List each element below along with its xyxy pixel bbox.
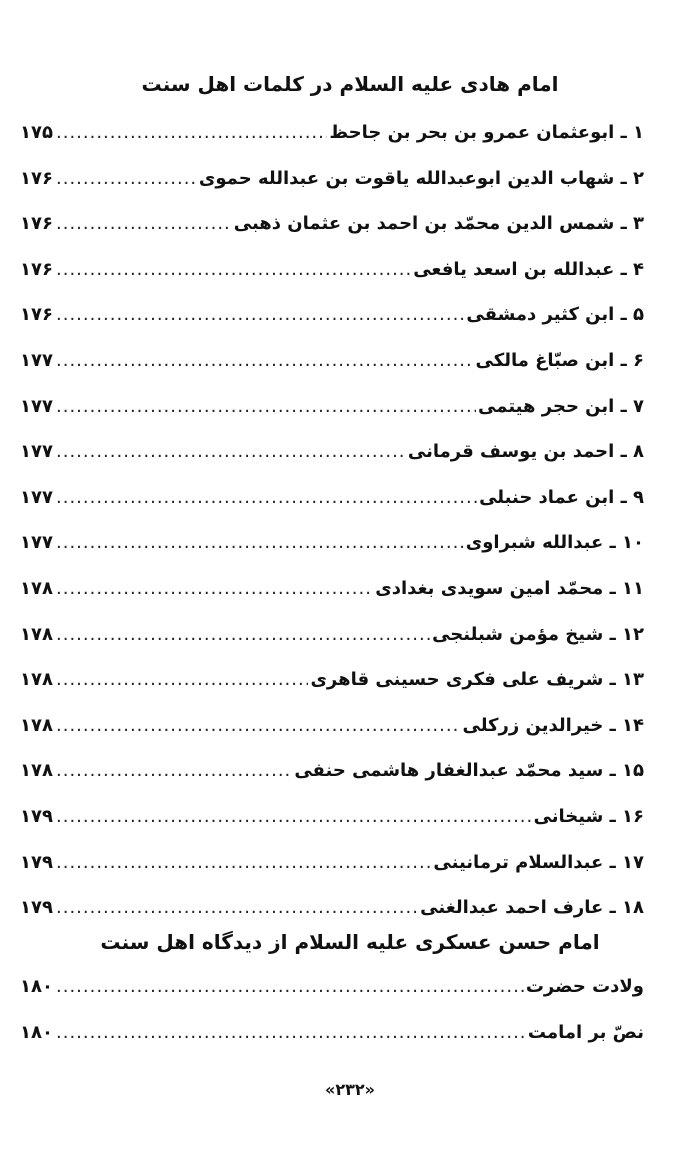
toc-entry-page-number: ۱۷۹ bbox=[20, 897, 53, 919]
toc-entry-page-number: ۱۷۶ bbox=[20, 304, 53, 326]
toc-entry-title: ۶ ـ ابن صبّاغ مالکی bbox=[475, 349, 644, 371]
toc-entry-page-number: ۱۷۷ bbox=[20, 532, 53, 554]
toc-entry-page-number: ۱۸۰ bbox=[20, 1022, 53, 1043]
toc-entry bbox=[20, 292, 644, 338]
dot-leader bbox=[56, 566, 373, 612]
toc-entry-page-number: ۱۷۸ bbox=[20, 714, 53, 736]
toc-entry bbox=[20, 201, 644, 247]
toc-entry bbox=[20, 429, 644, 475]
page-number: «۲۳۲» bbox=[325, 1080, 375, 1099]
toc-entry bbox=[20, 566, 644, 612]
toc-entry-title: ولادت حضرت bbox=[525, 976, 644, 997]
toc-entry bbox=[20, 520, 644, 566]
toc-entry-title: ۱۲ ـ شيخ مؤمن شبلنجی bbox=[432, 623, 644, 645]
dot-leader bbox=[56, 156, 197, 202]
dot-leader bbox=[56, 384, 476, 430]
dot-leader bbox=[56, 201, 232, 247]
dot-leader bbox=[56, 247, 411, 293]
toc-entry-page-number: ۱۷۷ bbox=[20, 441, 53, 463]
toc-list-imam-askari bbox=[20, 964, 644, 1056]
toc-entry bbox=[20, 338, 644, 384]
toc-entry-page-number: ۱۷۷ bbox=[20, 395, 53, 417]
toc-list-imam-hadi bbox=[20, 110, 644, 931]
dot-leader bbox=[56, 520, 464, 566]
toc-entry-title: ۱ ـ ابوعثمان عمرو بن بحر بن جاحظ bbox=[329, 122, 644, 143]
toc-entry bbox=[20, 703, 644, 749]
toc-entry bbox=[20, 964, 644, 1010]
toc-entry bbox=[20, 475, 644, 521]
dot-leader bbox=[56, 657, 308, 703]
toc-entry-page-number: ۱۷۸ bbox=[20, 760, 53, 782]
toc-entry-title: ۱۶ ـ شيخانی bbox=[533, 805, 644, 827]
toc-entry-page-number: ۱۷۶ bbox=[20, 258, 53, 280]
toc-entry bbox=[20, 840, 644, 886]
toc-entry bbox=[20, 1010, 644, 1056]
toc-entry-page-number: ۱۷۷ bbox=[20, 349, 53, 371]
dot-leader bbox=[56, 794, 532, 840]
toc-entry-title: ۵ ـ ابن کثير دمشقی bbox=[466, 304, 644, 326]
dot-leader bbox=[56, 748, 292, 794]
toc-entry-title: ۱۵ ـ سيد محمّد عبدالغفار هاشمی حنفی bbox=[294, 760, 644, 782]
toc-entry-page-number: ۱۷۷ bbox=[20, 486, 53, 508]
dot-leader bbox=[56, 840, 431, 886]
toc-entry-title: ۷ ـ ابن حجر هيتمی bbox=[478, 395, 644, 417]
toc-entry-title: ۱۸ ـ عارف احمد عبدالغنی bbox=[420, 897, 644, 919]
toc-entry bbox=[20, 657, 644, 703]
dot-leader bbox=[56, 612, 430, 658]
dot-leader bbox=[56, 475, 477, 521]
toc-entry-title: ۸ ـ احمد بن يوسف قرمانی bbox=[407, 441, 644, 463]
toc-entry-page-number: ۱۷۵ bbox=[20, 122, 53, 143]
dot-leader bbox=[56, 703, 461, 749]
toc-entry-page-number: ۱۷۸ bbox=[20, 669, 53, 691]
section-heading-imam-askari: امام حسن عسکری عليه السلام از ديدگاه اهل سنت bbox=[100, 930, 600, 954]
toc-entry-page-number: ۱۷۹ bbox=[20, 851, 53, 873]
toc-entry-page-number: ۱۸۰ bbox=[20, 976, 53, 997]
dot-leader bbox=[56, 110, 327, 156]
toc-entry-title: ۲ ـ شهاب الدين ابوعبدالله ياقوت بن عبدالله حموی bbox=[198, 167, 644, 189]
toc-entry-title: ۱۳ ـ شريف علی فکری حسينی قاهری bbox=[310, 669, 644, 691]
section-heading-imam-hadi: امام هادی عليه السلام در کلمات اهل سنت bbox=[141, 72, 559, 96]
toc-entry-page-number: ۱۷۸ bbox=[20, 577, 53, 599]
toc-entry-title: ۱۷ ـ عبدالسلام ترمانينی bbox=[433, 851, 644, 873]
toc-entry-title: ۱۱ ـ محمّد امين سويدی بغدادی bbox=[375, 577, 644, 599]
toc-entry-page-number: ۱۷۹ bbox=[20, 805, 53, 827]
toc-entry bbox=[20, 384, 644, 430]
dot-leader bbox=[56, 1010, 526, 1056]
toc-entry-title: ۳ ـ شمس الدين محمّد بن احمد بن عثمان ذهبی bbox=[233, 213, 644, 235]
toc-entry-title: ۱۴ ـ خيرالدين زرکلی bbox=[462, 714, 644, 736]
toc-entry bbox=[20, 247, 644, 293]
dot-leader bbox=[56, 964, 524, 1010]
toc-entry bbox=[20, 612, 644, 658]
toc-entry-page-number: ۱۷۸ bbox=[20, 623, 53, 645]
toc-entry-title: ۴ ـ عبدالله بن اسعد يافعی bbox=[413, 258, 644, 280]
toc-entry bbox=[20, 156, 644, 202]
toc-entry bbox=[20, 748, 644, 794]
toc-entry-page-number: ۱۷۶ bbox=[20, 213, 53, 235]
dot-leader bbox=[56, 338, 474, 384]
dot-leader bbox=[56, 429, 406, 475]
toc-entry-title: ۹ ـ ابن عماد حنبلی bbox=[479, 486, 644, 508]
dot-leader bbox=[56, 292, 464, 338]
toc-entry-title: ۱۰ ـ عبدالله شبراوی bbox=[465, 532, 644, 554]
toc-entry bbox=[20, 110, 644, 156]
toc-entry bbox=[20, 794, 644, 840]
toc-entry-title: نصّ بر امامت bbox=[527, 1022, 644, 1043]
toc-entry-page-number: ۱۷۶ bbox=[20, 167, 53, 189]
